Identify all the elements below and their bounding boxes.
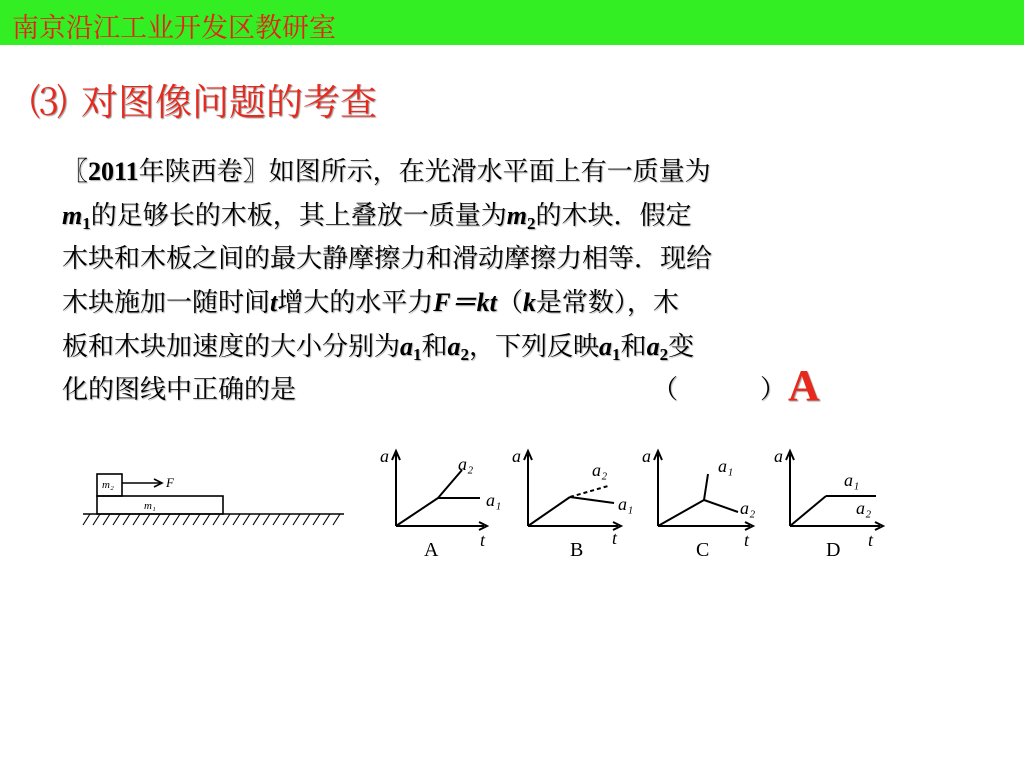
graph-c (654, 451, 756, 530)
graph-c-a2-line (704, 500, 738, 512)
graph-c-curve2-label: a₂ (740, 498, 756, 518)
graph-c-a-label: a (642, 446, 651, 466)
graph-b-caption: B (570, 539, 584, 561)
graph-d-t-label: t (868, 530, 874, 550)
force-label: F (166, 475, 174, 490)
problem-line-5: 板和木块加速度的大小分别为$a_1$和$a_2$，下列反映$a_1$和$a_2$变 (62, 332, 695, 364)
graph-c-t-label: t (744, 530, 750, 550)
graph-b-a-label: a (512, 446, 521, 466)
graph-d-a-label: a (774, 446, 783, 466)
header-bar (0, 0, 1024, 45)
answer-graphs (378, 440, 898, 565)
graph-a-curve1-label: a₂ (458, 454, 474, 474)
graph-b-a1-line (570, 497, 614, 503)
graph-d (786, 451, 883, 530)
section-number: ⑶ (30, 83, 67, 124)
block-board-figure (80, 465, 350, 535)
graph-a-common-line (396, 498, 438, 526)
block-m2-label: m₂ (102, 479, 114, 491)
graph-b-common-line (528, 497, 570, 526)
graph-a-caption: A (424, 539, 439, 561)
ground-hatching (83, 514, 340, 525)
problem-line-4: 木块施加一随时间t增大的水平力F＝kt（k是常数），木 (62, 288, 679, 318)
header-title: 南京沿江工业开发区教研室 (12, 13, 336, 44)
graph-d-caption: D (826, 539, 841, 561)
board-m1-label: m₁ (144, 500, 156, 512)
problem-line-1: 〖2011年陕西卷〗如图所示，在光滑水平面上有一质量为 (62, 157, 711, 187)
answer-letter: A (788, 361, 820, 410)
graph-c-caption: C (696, 539, 710, 561)
problem-line-3: 木块和木板之间的最大静摩擦力和滑动摩擦力相等．现给 (62, 244, 713, 274)
problem-line-6: 化的图线中正确的是 （ ） (62, 375, 787, 405)
graph-d-curve2-label: a₂ (856, 498, 872, 518)
graph-a-t-label: t (480, 530, 486, 550)
section-title-text: 对图像问题的考查 (81, 81, 377, 124)
board-m1 (97, 496, 223, 514)
graph-d-common-line (790, 496, 826, 526)
graph-c-curve1-label: a₁ (718, 456, 734, 476)
graph-d-curve1-label: a₁ (844, 470, 860, 490)
graph-a-curve2-label: a₁ (486, 490, 502, 510)
problem-line-2: $m_1$的足够长的木板，其上叠放一质量为$m_2$的木块．假定 (62, 201, 692, 233)
graph-c-a1-line (704, 474, 708, 500)
graph-b-t-label: t (612, 528, 618, 548)
graph-a-a-label: a (380, 446, 389, 466)
section-title (30, 72, 377, 126)
graph-b-curve1-label: a₂ (592, 460, 608, 480)
graph-b-curve2-label: a₁ (618, 494, 634, 514)
graph-b-a2-line (570, 486, 608, 497)
graph-a-a2-line (438, 470, 462, 498)
graph-c-common-line (658, 500, 704, 526)
